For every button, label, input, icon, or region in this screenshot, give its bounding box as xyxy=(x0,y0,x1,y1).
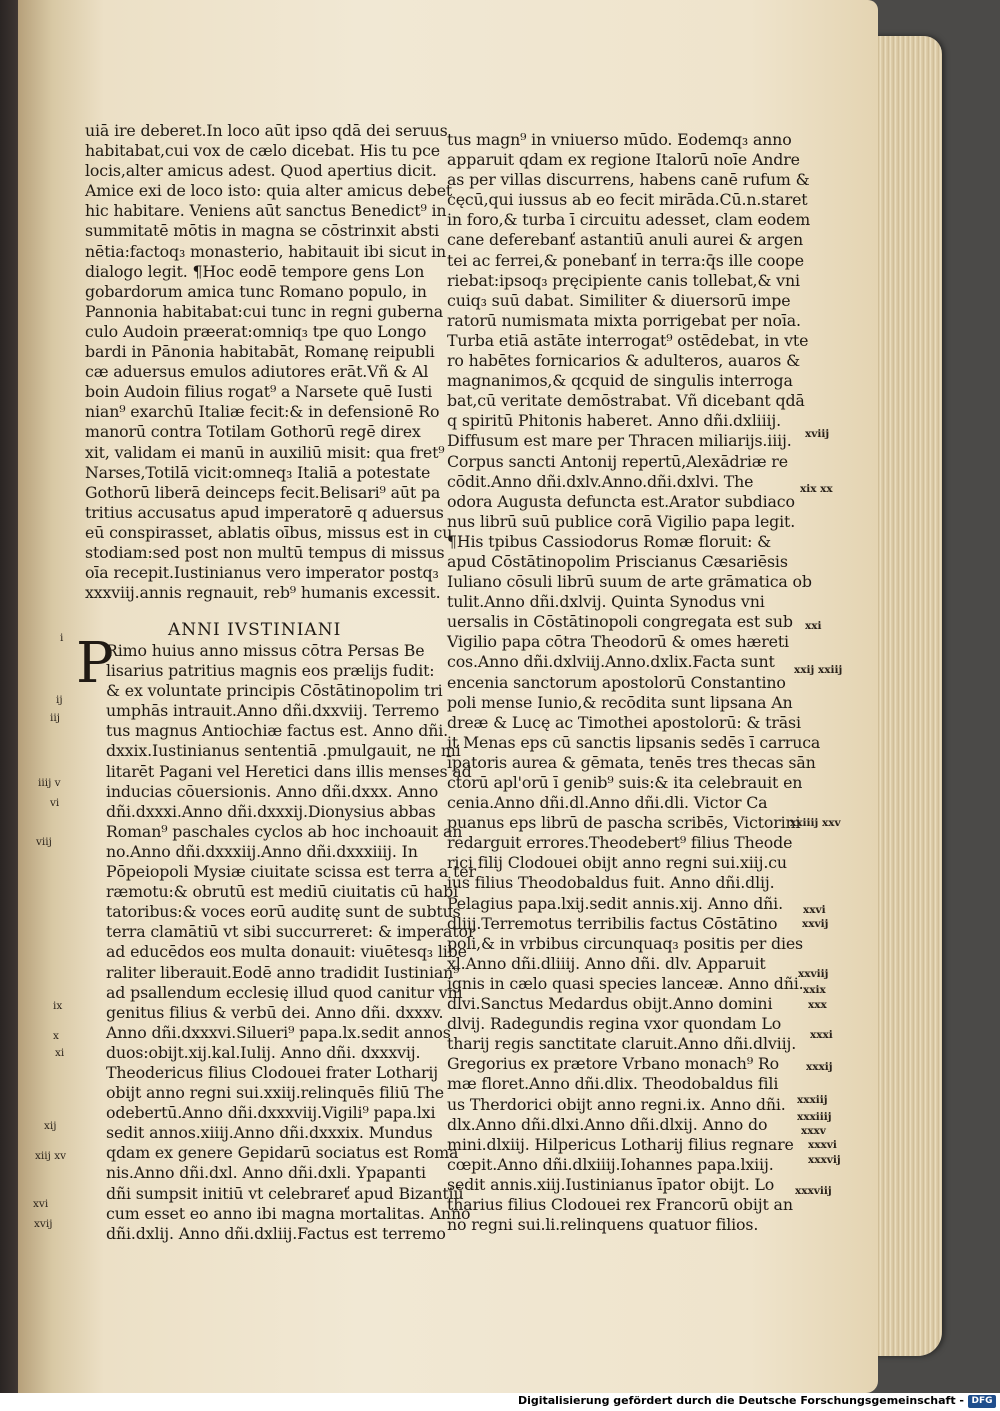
text-line: odebertū.Anno dñi.dxxxviij.Vigili⁹ papa.lxi xyxy=(106,1103,436,1123)
margin-note: xxxiiij xyxy=(797,1111,832,1123)
text-line: stodiam:sed post non multū tempus di missus xyxy=(85,542,445,562)
text-line: Rimo huius anno missus cōtra Persas Be xyxy=(106,641,425,660)
text-line: genitus filius & verbū dei. Anno dñi. dxxxv. xyxy=(106,1002,444,1022)
text-line: qdam ex genere Gepidarū sociatus est Roma xyxy=(106,1143,459,1163)
margin-note: xxxv xyxy=(801,1125,826,1137)
text-line: q spiritū Phitonis haberet. Anno dñi.dxliiij. xyxy=(447,411,782,431)
margin-note: xviij xyxy=(805,428,830,440)
text-line: dliij.Terremotus terribilis factus Cōstātino xyxy=(447,913,778,933)
footer-credit: Digitalisierung gefördert durch die Deutsche Forschungsgemeinschaft - xyxy=(517,1394,964,1407)
text-line: xl.Anno dñi.dliiij. Anno dñi. dlv. Apparuit xyxy=(447,953,766,973)
margin-note: xxij xxiij xyxy=(794,664,843,676)
text-line: obijt anno regni sui.xxiij.relinquēs filiū The xyxy=(106,1083,444,1103)
text-line: cæ aduersus emulos adiutores erāt.Vñ & Al xyxy=(85,362,429,382)
text-line: Pannonia habitabat:cui tunc in regni guberna xyxy=(85,301,444,321)
text-line: lisarius patritius magnis eos prælijs fudit: xyxy=(106,661,435,681)
text-line: dialogo legit. ¶Hoc eodē tempore gens Lon xyxy=(85,261,425,281)
margin-note: xxxi xyxy=(810,1029,833,1041)
text-line: cœpit.Anno dñi.dlxiiij.Iohannes papa.lxiij. xyxy=(447,1154,774,1174)
margin-note: iij xyxy=(50,712,60,724)
text-line: Gregorius ex prætore Vrbano monach⁹ Ro xyxy=(447,1054,779,1074)
text-line: mæ floret.Anno dñi.dlix. Theodobaldus fili xyxy=(447,1074,779,1094)
text-line: tharij regis sanctitate claruit.Anno dñi.dlviij. xyxy=(447,1034,797,1054)
text-line: magnanimos,& qcquid de singulis interroga xyxy=(447,371,793,391)
margin-note: ij xyxy=(56,694,63,706)
text-line: dñi.dxlij. Anno dñi.dxliij.Factus est terremo xyxy=(106,1223,446,1243)
text-line: gobardorum amica tunc Romano populo, in xyxy=(85,281,427,301)
text-line: Anno dñi.dxxxvi.Silueri⁹ papa.lx.sedit annos xyxy=(106,1022,451,1042)
section-heading: ANNI IVSTINIANI xyxy=(168,620,342,640)
text-line: ¶His tpibus Cassiodorus Romæ floruit: & xyxy=(447,531,772,551)
text-line: uiā ire deberet.In loco aūt ipso qdā dei seruus xyxy=(85,121,448,140)
text-line: Roman⁹ paschales cyclos ab hoc inchoauit an xyxy=(106,821,463,841)
text-line: dlvij. Radegundis regina vxor quondam Lo xyxy=(447,1014,782,1034)
margin-note: xxxvi xyxy=(808,1139,837,1151)
text-line: poli,& in vrbibus circunquaq₃ positis per dies xyxy=(447,933,804,953)
text-line: xit, validam ei manū in auxiliū misit: qua fret⁹ xyxy=(85,442,445,462)
margin-note: xxxiij xyxy=(797,1094,828,1106)
text-line: terra clamātiū vt sibi succurreret: & imperator xyxy=(106,922,476,942)
text-line: dñi sumpsit initiū vt celebrareť apud Bizantiū xyxy=(106,1183,464,1203)
text-line: tus magnus Antiochiæ factus est. Anno dñi. xyxy=(106,721,449,741)
margin-note: viij xyxy=(36,836,52,848)
left-text-column-continued xyxy=(106,641,476,1244)
text-line: sedit annis.xiij.Iustinianus īpator obijt. Lo xyxy=(447,1174,775,1194)
text-line: eū conspirasset, ablatis oībus, missus est in cu xyxy=(85,522,453,542)
text-line: no.Anno dñi.dxxxiij.Anno dñi.dxxxiiij. In xyxy=(106,841,418,861)
text-line: encenia sanctorum apostolorū Constantino xyxy=(447,672,786,692)
text-line: tatoribus:& voces eorū auditę sunt de subtus xyxy=(106,902,461,922)
margin-note: xxxvij xyxy=(808,1154,841,1166)
text-line: ius filius Theodobaldus fuit. Anno dñi.dlij. xyxy=(447,873,775,893)
text-line: it Menas eps cū sanctis lipsanis sedēs ī carruca xyxy=(447,732,821,752)
text-line: Amice exi de loco isto: quia alter amicus debet xyxy=(85,181,453,201)
text-line: Theodericus filius Clodouei frater Lotharij xyxy=(106,1062,439,1082)
text-line: tulit.Anno dñi.dxlvij. Quinta Synodus vni xyxy=(447,592,765,612)
text-line: as per villas discurrens, habens canē rufum & xyxy=(447,170,810,190)
text-line: Vigilio papa cōtra Theodorū & omes hæreti xyxy=(447,632,789,652)
text-line: mini.dlxiij. Hilpericus Lotharij filius regnare xyxy=(447,1134,794,1154)
text-line: ro habētes fornicarios & adulteros, auaros & xyxy=(447,351,801,371)
text-line: us Therdorici obijt anno regni.ix. Anno dñi. xyxy=(447,1094,786,1114)
text-line: ignis in cælo quasi species lanceæ. Anno dñi. xyxy=(447,973,804,993)
text-line: cenia.Anno dñi.dl.Anno dñi.dli. Victor Ca xyxy=(447,793,768,813)
text-line: duos:obijt.xij.kal.Iulij. Anno dñi. dxxxvij. xyxy=(106,1042,421,1062)
text-line: cōdit.Anno dñi.dxlv.Anno.dñi.dxlvi. The xyxy=(447,471,754,491)
text-line: Gothorū liberā deinceps fecit.Belisari⁹ aūt pa xyxy=(85,482,441,502)
margin-note: xi xyxy=(55,1047,65,1059)
text-line: īpatoris aurea & gēmata, tenēs tres thecas sān xyxy=(447,752,816,772)
text-line: hic habitare. Veniens aūt sanctus Benedict⁹ in xyxy=(85,201,447,221)
left-text-column xyxy=(85,121,453,603)
margin-note: xxx xyxy=(808,999,827,1011)
text-line: ad educēdos eos multa donauit: viuētesq₃ libe xyxy=(106,942,467,962)
text-line: no regni sui.li.relinquens quatuor filios. xyxy=(447,1215,759,1235)
text-line: in foro,& turba ī circuitu adesset, clam eodem xyxy=(447,210,811,230)
margin-note: xiij xv xyxy=(35,1150,67,1162)
text-line: ræmotu:& obrutū est mediū ciuitatis cū habi xyxy=(106,882,458,902)
text-line: oīa recepit.Iustinianus vero imperator postq₃ xyxy=(85,563,439,583)
text-line: apparuit qdam ex regione Italorū noīe Andre xyxy=(447,150,800,170)
text-line: ctorū apl'orū ī genib⁹ suis:& ita celebrauit en xyxy=(447,773,803,792)
text-line: Corpus sancti Antonij repertū,Alexādriæ re xyxy=(447,451,788,471)
text-line: xxxviij.annis regnauit, reb⁹ humanis excessit. xyxy=(85,583,441,603)
margin-note: xxix xyxy=(803,984,826,996)
text-line: Iuliano cōsuli librū suum de arte grāmatica ob xyxy=(447,572,812,592)
text-line: dñi.dxxxi.Anno dñi.dxxxij.Dionysius abbas xyxy=(106,801,436,821)
margin-note: i xyxy=(60,632,64,644)
margin-note: xij xyxy=(44,1120,57,1132)
text-line: uersalis in Cōstātinopoli congregata est sub xyxy=(447,612,793,632)
text-line: tharius filius Clodouei rex Francorū obijt an xyxy=(447,1194,793,1214)
text-line: tus magn⁹ in vniuerso mūdo. Eodemq₃ anno xyxy=(447,130,792,149)
margin-note: iiij v xyxy=(38,777,61,789)
text-line: nus librū suū publice corā Vigilio papa legit. xyxy=(447,511,796,531)
text-line: & ex voluntate principis Cōstātinopolim tri xyxy=(106,681,443,701)
text-line: dreæ & Lucę ac Timothei apostolorū: & trāsi xyxy=(447,712,801,732)
margin-note: xxxviij xyxy=(795,1185,832,1197)
text-line: tritius accusatus apud imperatorē q aduersus xyxy=(85,502,444,522)
text-line: nētia:factoq₃ monasterio, habitauit ibi sicut in xyxy=(85,241,447,261)
margin-note: xxi xyxy=(805,620,822,632)
text-line: raliter liberauit.Eodē anno tradidit Iustinian⁹ xyxy=(106,962,460,982)
margin-note: vi xyxy=(50,797,60,809)
text-line: Turba etiā astāte interrogat⁹ ostēdebat, in vte xyxy=(447,330,809,350)
text-line: cos.Anno dñi.dxlviij.Anno.dxlix.Facta sunt xyxy=(447,652,775,672)
margin-note: xvij xyxy=(34,1218,53,1230)
text-line: nian⁹ exarchū Italiæ fecit:& in defensionē Ro xyxy=(85,402,440,422)
text-line: umphās intrauit.Anno dñi.dxxviij. Terremo xyxy=(106,701,440,721)
text-line: habitabat,cui vox de cælo dicebat. His tu pce xyxy=(85,141,440,161)
drop-cap: P xyxy=(76,631,114,696)
text-line: sedit annos.xiiij.Anno dñi.dxxxix. Mundus xyxy=(106,1123,433,1143)
text-line: culo Audoin præerat:omniq₃ tpe quo Longo xyxy=(85,321,427,341)
text-line: bat,cū veritate demōstrabat. Vñ dicebant qdā xyxy=(447,391,805,411)
text-line: locis,alter amicus adest. Quod apertius dicit. xyxy=(85,161,437,181)
text-line: puanus eps librū de pascha scribēs, Victorini xyxy=(447,813,801,833)
text-line: Pōpeiopoli Mysiæ ciuitate scissa est terra a ter xyxy=(106,862,476,882)
text-line: dxxix.Iustinianus sententiā .pmulgauit, ne mi xyxy=(106,741,461,761)
margin-note: xvi xyxy=(33,1198,49,1210)
text-line: cum esset eo anno ibi magna mortalitas. Anno xyxy=(106,1203,471,1223)
text-line: cęcū,qui iussus ab eo fecit mirāda.Cū.n.staret xyxy=(447,190,808,210)
text-line: tei ac ferrei,& ponebanť in terra:q̄s ille coope xyxy=(447,250,804,270)
text-line: rici filij Clodouei obijt anno regni sui.xiij.cu xyxy=(447,853,787,873)
text-line: ad psallendum ecclesię illud quod canitur vni xyxy=(106,982,463,1002)
text-line: boin Audoin filius rogat⁹ a Narsete quē Iusti xyxy=(85,382,433,402)
text-line: manorū contra Totilam Gothorū regē direx xyxy=(85,422,421,442)
text-line: dlx.Anno dñi.dlxi.Anno dñi.dlxij. Anno do xyxy=(447,1114,768,1134)
margin-note: xxvi xyxy=(803,904,826,916)
text-line: odora Augusta defuncta est.Arator subdiaco xyxy=(447,491,795,511)
margin-note: xxvij xyxy=(802,918,829,930)
margin-note: xxiiij xxv xyxy=(790,817,841,829)
margin-note: ix xyxy=(53,1000,63,1012)
text-line: ratorū numismata mixta porrigebat per noīa. xyxy=(447,310,801,330)
text-line: apud Cōstātinopolim Priscianus Cæsariēsis xyxy=(447,551,788,571)
dfg-logo-icon: DFG xyxy=(968,1395,996,1408)
text-line: Diffusum est mare per Thracen miliarijs.iiij. xyxy=(447,431,792,451)
text-line: Narses,Totilā vicit:omneq₃ Italiā a potestate xyxy=(85,462,431,482)
footer-bar xyxy=(0,1393,1000,1411)
text-line: bardi in Pānonia habitabāt, Romanę reipubli xyxy=(85,342,435,362)
text-line: Pelagius papa.lxij.sedit annis.xij. Anno dñi. xyxy=(447,893,783,913)
text-line: dlvi.Sanctus Medardus obijt.Anno domini xyxy=(447,994,773,1014)
text-line: poli mense Iunio,& recōdita sunt lipsana An xyxy=(447,692,793,712)
margin-note: xix xx xyxy=(800,483,833,495)
margin-note: x xyxy=(53,1030,59,1042)
text-line: cuiq₃ suū dabat. Similiter & diuersorū impe xyxy=(447,290,791,310)
text-line: summitatē mōtis in magna se cōstrinxit absti xyxy=(85,221,439,241)
text-line: riebat:ipsoq₃ pręcipiente canis tollebat,& vni xyxy=(447,270,800,290)
page-edges xyxy=(872,36,942,1356)
text-line: redarguit errores.Theodebert⁹ filius Theode xyxy=(447,833,793,853)
text-line: litarēt Pagani vel Heretici dans illis menses ad xyxy=(106,761,472,781)
text-line: nis.Anno dñi.dxl. Anno dñi.dxli. Ypapanti xyxy=(106,1163,426,1183)
margin-note: xxxij xyxy=(806,1061,833,1073)
text-line: cane deferebanť astantiū anuli aurei & argen xyxy=(447,230,804,250)
margin-note: xxviij xyxy=(798,968,829,980)
text-line: inducias cōuersionis. Anno dñi.dxxx. Anno xyxy=(106,781,439,801)
